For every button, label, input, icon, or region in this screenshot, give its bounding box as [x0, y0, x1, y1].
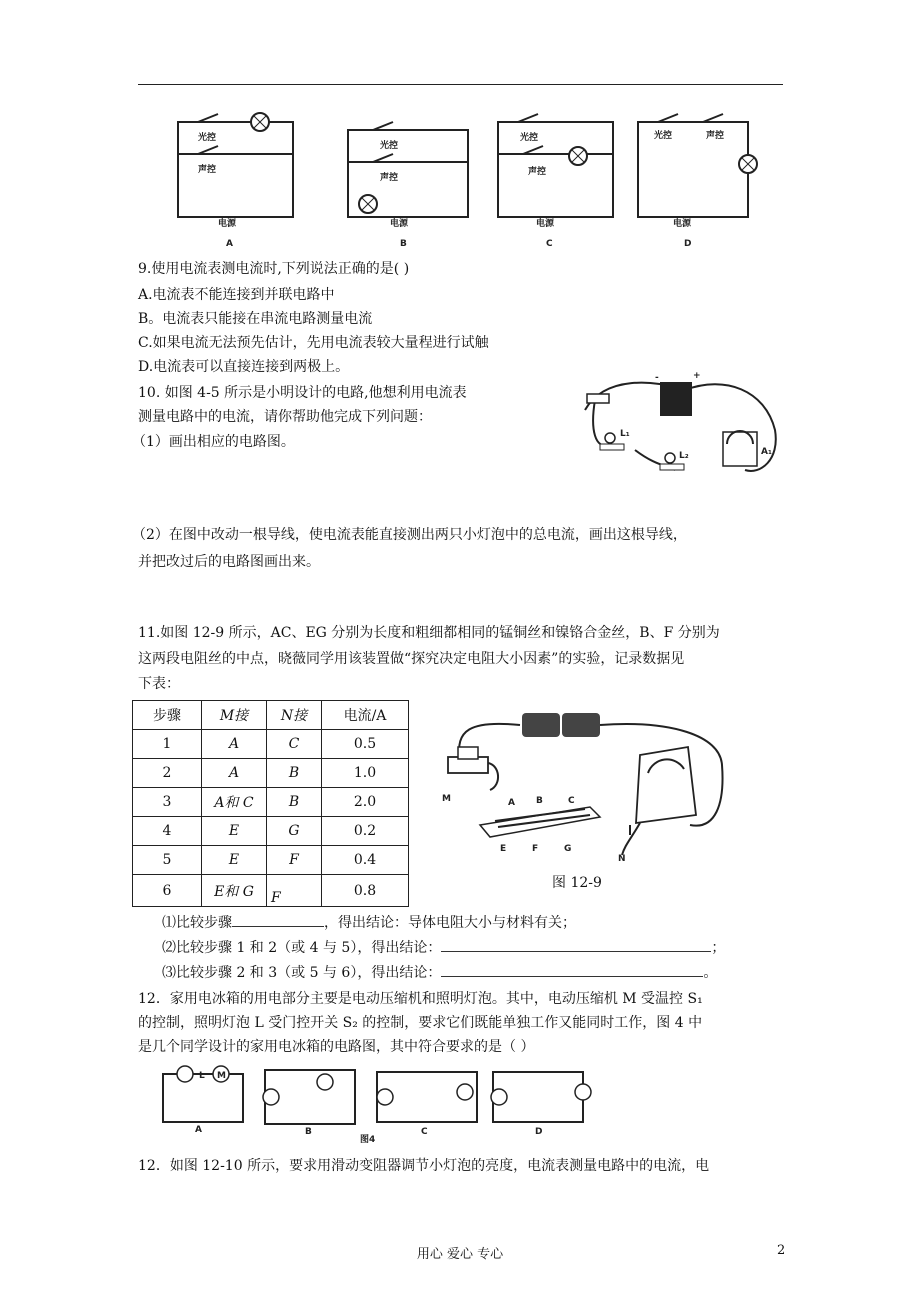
terminal-n-label: N [618, 854, 626, 864]
wire-label-c: C [568, 796, 575, 806]
table-row: 5 E F 0.4 [133, 846, 409, 875]
svg-text:电源: 电源 [673, 219, 692, 229]
fridge-option-a-letter: A [195, 1125, 202, 1135]
svg-text:M: M [217, 1071, 226, 1081]
svg-text:L: L [199, 1071, 205, 1081]
answer-blank-2 [441, 937, 711, 952]
q11-line-1: 11.如图 12-9 所示，AC、EG 分别为长度和粗细都相同的锰铜丝和镍铬合金丝，B、F 分别为 [138, 625, 720, 641]
wire-label-g: G [564, 844, 572, 854]
circuit-c [498, 114, 613, 249]
answer-blank-1 [232, 912, 324, 927]
q11-line-3: 下表： [138, 676, 180, 692]
q9-option-d: D.电流表可以直接连接到两极上。 [138, 359, 350, 375]
battery-minus: - [655, 373, 659, 383]
table-row: 2 A B 1.0 [133, 759, 409, 788]
q12b-line-1: 12．如图 12-10 所示，要求用滑动变阻器调节小灯泡的亮度，电流表测量电路中的电流，电 [138, 1158, 710, 1174]
svg-text:声控: 声控 [706, 131, 725, 141]
q12a-line-3: 是几个同学设计的家用电冰箱的电路图，其中符合要求的是（ ） [138, 1039, 535, 1055]
q9-option-c: C.如果电流无法预先估计，先用电流表较大量程进行试触 [138, 335, 489, 351]
figure-12-9-apparatus [440, 705, 730, 865]
figure-12-9-caption: 图 12-9 [552, 875, 602, 891]
fridge-circuit-options [155, 1062, 605, 1144]
figure-4-5-circuit [575, 370, 785, 490]
svg-text:光控: 光控 [520, 133, 539, 143]
fridge-option-b-letter: B [305, 1127, 312, 1137]
svg-text:声控: 声控 [380, 173, 399, 183]
lamp-l1-label: L₁ [620, 429, 630, 439]
svg-text:电源: 电源 [536, 219, 555, 229]
fridge-option-c-letter: C [421, 1127, 428, 1137]
header-rule [138, 84, 783, 85]
svg-text:电源: 电源 [390, 219, 409, 229]
q11-conclusion-1: ⑴比较步骤 ，得出结论：导体电阻大小与材料有关； [162, 912, 576, 932]
terminal-m-label: M [442, 794, 451, 804]
lamp-l2-label: L₂ [679, 451, 689, 461]
header-m: M接 [202, 701, 267, 730]
svg-text:A: A [226, 239, 233, 249]
svg-text:声控: 声控 [528, 167, 547, 177]
q10-line-3: （1）画出相应的电路图。 [132, 434, 295, 450]
q10-line-4: （2）在图中改动一根导线，使电流表能直接测出两只小灯泡中的总电流，画出这根导线， [132, 527, 687, 543]
table-row: 4 E G 0.2 [133, 817, 409, 846]
svg-text:C: C [546, 239, 553, 249]
table-header-row [133, 701, 409, 730]
circuit-d [638, 114, 757, 249]
wire-label-a: A [508, 798, 515, 808]
page-footer: 用心 爱心 专心 [416, 1247, 504, 1262]
q9-option-b: B。电流表只能接在串流电路测量电流 [138, 311, 373, 327]
table-row: 3 A和 C B 2.0 [133, 788, 409, 817]
light-sound-control-circuits [168, 112, 778, 252]
q10-line-1: 10. 如图 4-5 所示是小明设计的电路,他想利用电流表 [138, 385, 467, 401]
svg-text:电源: 电源 [218, 219, 237, 229]
battery-plus: + [693, 371, 701, 381]
q10-line-5: 并把改过后的电路图画出来。 [138, 554, 320, 570]
svg-text:B: B [400, 239, 407, 249]
q11-data-table [132, 700, 409, 907]
table-row: 1 A C 0.5 [133, 730, 409, 759]
q10-line-2: 测量电路中的电流，请你帮助他完成下列问题： [138, 409, 432, 425]
svg-text:光控: 光控 [198, 133, 217, 143]
header-step: 步骤 [133, 701, 202, 730]
header-current: 电流/A [322, 701, 409, 730]
q11-conclusion-2: ⑵比较步骤 1 和 2（或 4 与 5），得出结论： ； [162, 937, 725, 957]
q9-option-a: A.电流表不能连接到并联电路中 [138, 287, 335, 303]
q11-line-2: 这两段电阻丝的中点，晓薇同学用该装置做“探究决定电阻大小因素”的实验，记录数据见 [138, 651, 685, 667]
svg-text:光控: 光控 [380, 141, 399, 151]
answer-blank-3 [441, 962, 703, 977]
q9-stem: 9.使用电流表测电流时,下列说法正确的是( ) [138, 261, 410, 277]
wire-label-e: E [500, 844, 507, 854]
wire-label-b: B [536, 796, 543, 806]
circuit-b [348, 122, 468, 249]
table-row: 6 E和 G F 0.8 [133, 875, 409, 907]
circuit-a [178, 113, 293, 249]
fridge-figure-caption: 图4 [360, 1135, 376, 1144]
q11-conclusion-3: ⑶比较步骤 2 和 3（或 5 与 6），得出结论： 。 [162, 962, 717, 982]
fridge-option-d-letter: D [535, 1127, 543, 1137]
ammeter-label: A₁ [761, 447, 772, 457]
svg-text:声控: 声控 [198, 165, 217, 175]
wire-label-f: F [532, 844, 539, 854]
page-number: 2 [777, 1243, 786, 1258]
q12a-line-2: 的控制，照明灯泡 L 受门控开关 S₂ 的控制，要求它们既能单独工作又能同时工作，图 4 中 [138, 1015, 703, 1031]
svg-text:光控: 光控 [654, 131, 673, 141]
svg-text:D: D [684, 239, 692, 249]
header-n: N接 [267, 701, 322, 730]
q12a-line-1: 12．家用电冰箱的用电部分主要是电动压缩机和照明灯泡。其中，电动压缩机 M 受温控 S₁ [138, 991, 703, 1007]
